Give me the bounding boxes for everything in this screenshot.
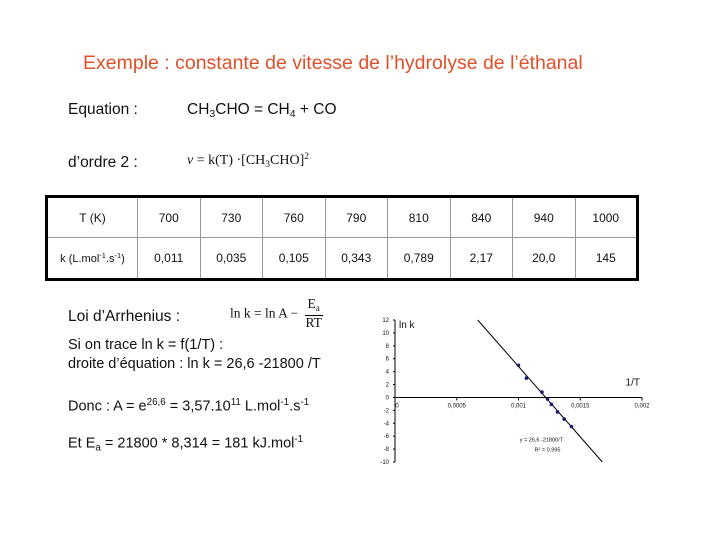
donc-part: .s <box>289 398 301 415</box>
donc-line <box>68 397 309 414</box>
header-sup: -1 <box>114 251 122 261</box>
donc-unit-sup: -1 <box>280 397 290 408</box>
y-tick-label: -8 <box>383 447 389 454</box>
table-cell: 0,035 <box>200 238 263 280</box>
equation-part: + CO <box>295 101 337 118</box>
equation-formula <box>187 101 337 120</box>
table-cell: 790 <box>325 197 388 238</box>
equation-sub: 3 <box>209 108 216 121</box>
equation-sub: 4 <box>289 108 296 121</box>
table-cell: 145 <box>575 238 638 280</box>
order-label: d’ordre 2 : <box>68 154 138 171</box>
header-sup: -1 <box>99 251 106 261</box>
rate-law <box>187 152 309 170</box>
equation-part: CH <box>187 101 210 118</box>
table-row <box>47 197 638 238</box>
arrhenius-plot <box>360 312 660 472</box>
equation-label: Equation : <box>68 101 138 118</box>
y-tick-label: -10 <box>380 460 389 466</box>
r2-label: R² = 0,995 <box>534 447 561 454</box>
header-part: k (L.mol <box>60 253 100 266</box>
equation-part: CHO = CH <box>215 101 290 118</box>
trace-line-2: droite d’équation : ln k = 26,6 -21800 /T <box>68 356 321 372</box>
ea-sup: -1 <box>294 434 304 445</box>
table-cell: 810 <box>388 197 451 238</box>
fraction-numerator <box>305 297 323 316</box>
donc-unit-sup: -1 <box>300 397 310 408</box>
donc-part: = 3,57.10 <box>165 398 231 415</box>
table-header <box>47 238 138 280</box>
rate-sub: 3 <box>265 160 271 171</box>
table-cell: 730 <box>200 197 263 238</box>
y-tick-label: 0 <box>385 395 389 402</box>
y-tick-label: 12 <box>382 318 389 324</box>
donc-exp: 11 <box>230 397 241 408</box>
table-cell: 1000 <box>575 197 638 238</box>
ea-part: = 21800 * 8,314 = 181 kJ.mol <box>100 435 295 452</box>
table-cell: 700 <box>138 197 201 238</box>
data-point <box>540 390 544 394</box>
table-cell: 2,17 <box>450 238 513 280</box>
data-point <box>556 410 560 414</box>
x-tick-label: 0,002 <box>634 403 650 410</box>
formula-fraction <box>305 297 323 330</box>
table-row <box>47 238 638 280</box>
table-cell: 760 <box>263 197 326 238</box>
table-cell: 0,105 <box>263 238 326 280</box>
y-tick-label: 8 <box>385 343 389 350</box>
ea-line <box>68 434 303 453</box>
fit-equation-label: y = 26,6 -21800/T <box>519 437 564 444</box>
arrhenius-label: Loi d’Arrhenius : <box>68 308 181 325</box>
y-tick-label: -6 <box>383 434 389 441</box>
formula-left: ln k = ln A − <box>230 305 299 321</box>
y-tick-label: 10 <box>382 330 389 337</box>
rate-symbol: v <box>187 153 194 169</box>
table-cell: 0,789 <box>388 238 451 280</box>
data-point <box>525 376 529 380</box>
y-tick-label: 4 <box>385 369 389 376</box>
numerator-sub: a <box>315 302 320 313</box>
donc-part: Donc : A = e <box>68 398 147 415</box>
y-tick-label: -2 <box>383 408 389 415</box>
table-header: T (K) <box>47 197 138 238</box>
data-point <box>550 403 554 407</box>
y-tick-label: 2 <box>385 382 389 389</box>
x-axis-label: 1/T <box>625 377 640 389</box>
table-cell: 940 <box>513 197 576 238</box>
x-tick-label: 0 <box>395 403 399 410</box>
rate-exponent: 2 <box>304 152 310 162</box>
trace-line-1: Si on trace ln k = f(1/T) : <box>68 337 224 353</box>
rate-part: CHO] <box>270 153 305 169</box>
donc-part: L.mol <box>240 398 281 415</box>
y-tick-label: -4 <box>383 421 389 428</box>
table-cell: 840 <box>450 197 513 238</box>
header-part: ) <box>121 253 125 266</box>
x-tick-label: 0,0005 <box>447 403 466 410</box>
fraction-denominator: RT <box>305 314 322 330</box>
table-cell: 0,343 <box>325 238 388 280</box>
arrhenius-formula <box>230 297 323 330</box>
data-point <box>517 364 521 368</box>
donc-exp: 26,6 <box>146 397 166 408</box>
ea-part: Et E <box>68 435 96 452</box>
y-axis-label: ln k <box>399 320 415 331</box>
x-tick-label: 0,001 <box>510 403 527 410</box>
y-tick-label: 6 <box>385 356 389 363</box>
data-point <box>546 397 550 401</box>
kinetics-table <box>45 195 639 281</box>
data-point <box>562 417 566 421</box>
rate-part: = k(T) ·[CH <box>193 153 266 169</box>
numerator-e: E <box>307 296 316 311</box>
slide-title: Exemple : constante de vitesse de l’hydrolyse de l’éthanal <box>83 52 583 74</box>
header-part: .s <box>105 253 115 266</box>
data-point <box>570 425 574 429</box>
ea-sub: a <box>95 442 101 454</box>
table-cell: 0,011 <box>138 238 201 280</box>
table-cell: 20,0 <box>513 238 576 280</box>
x-tick-label: 0,0015 <box>571 403 590 410</box>
